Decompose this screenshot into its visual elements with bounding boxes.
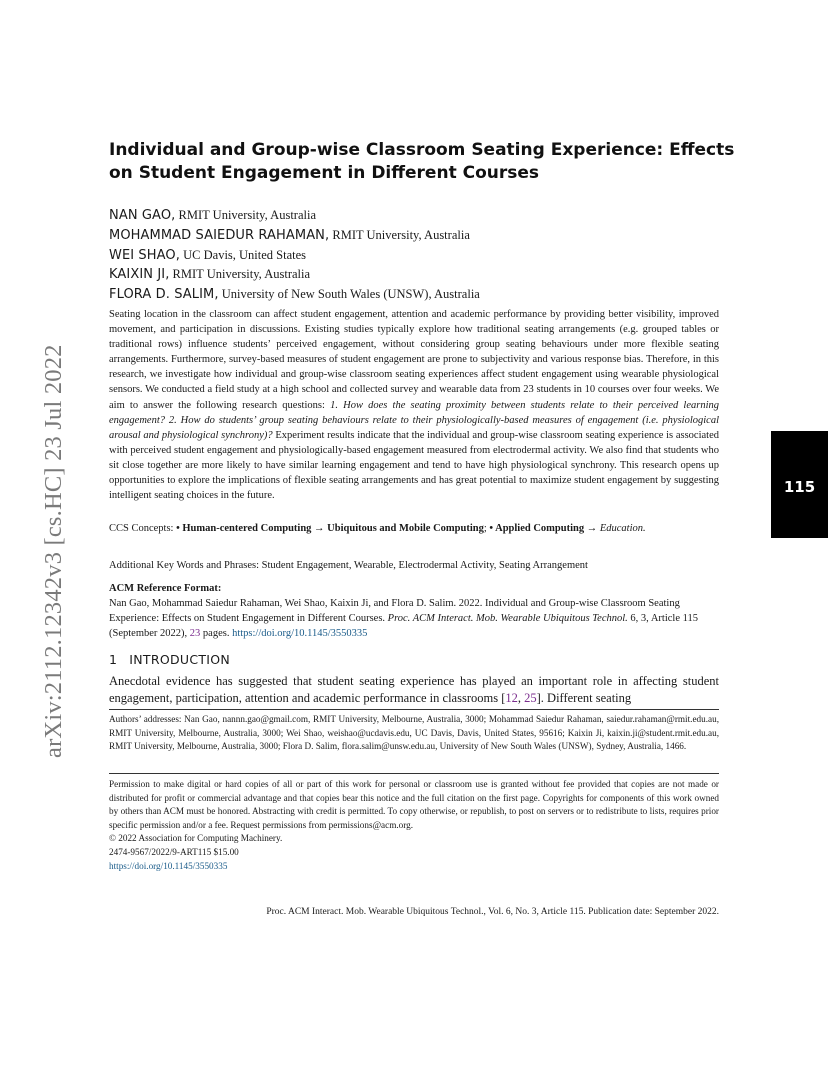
doi-link[interactable]: https://doi.org/10.1145/3550335 xyxy=(232,628,368,640)
ccs-separator: ; xyxy=(483,523,490,534)
permission-doi-link[interactable]: https://doi.org/10.1145/3550335 xyxy=(109,860,228,871)
page-footer: Proc. ACM Interact. Mob. Wearable Ubiquitous Technol., Vol. 6, No. 3, Article 115. Publication date: September 2022. xyxy=(266,907,719,917)
acm-reference-heading: ACM Reference Format: xyxy=(109,583,222,594)
journal-name: Proc. ACM Interact. Mob. Wearable Ubiquitous Technol. xyxy=(387,613,628,625)
author-name: FLORA D. SALIM, xyxy=(109,287,219,303)
author-affiliation: University of New South Wales (UNSW), Australia xyxy=(218,287,480,302)
article-number: 115 xyxy=(783,478,816,496)
citation-separator: , xyxy=(517,691,525,706)
abstract-text: Seating location in the classroom can affect student engagement, attention and academic performance by providing better visibility, improved movement, and participation in discussions. Existing studies typically explore how traditional seating arrangements (e.g. grouped tables or traditional rows) influence students’ perceived engagement, without considering group seating behaviours under more flexible seating arrangements. Furthermore, survey-based measures of student engagement are prone to subjectivity and various response bias. Therefore, in this research, we investigate how individual and group-wise classroom seating experiences affect student engagement using wearable physiological sensors. We conducted a field study at a high school and collected survey and wearable data from 23 students in 10 courses over four weeks. We aim to answer the following research questions: xyxy=(109,309,719,411)
research-questions: 1. How does the seating proximity between students relate to their perceived learning engagement? 2. How do students’ group seating behaviours relate to their physiologically-based measures of engagement (i.e. physiological arousal and physiological synchrony)? xyxy=(109,399,719,441)
section-heading xyxy=(109,652,230,667)
intro-text-continued: ]. Different seating xyxy=(536,691,632,706)
permission-text: Permission to make digital or hard copies of all or part of this work for personal or classroom use is granted without fee provided that copies are not made or distributed for profit or commercial advantage and that copies bear this notice and the full citation on the first page. Copyrights for components of this work owned by others than ACM must be honored. Abstracting with credit is permitted. To copy otherwise, or republish, to post on servers or to redistribute to lists, requires prior specific permission and/or a fee. Request permissions from permissions@acm.org. xyxy=(109,779,719,830)
author-entry xyxy=(109,246,480,266)
author-affiliation: UC Davis, United States xyxy=(180,247,307,262)
author-affiliation: RMIT University, Australia xyxy=(329,227,470,242)
reference-text: 6, 3, Article 115 (September 2022), xyxy=(109,613,698,640)
author-entry xyxy=(109,285,480,305)
author-name: WEI SHAO, xyxy=(109,247,180,263)
abstract xyxy=(109,307,719,503)
author-entry xyxy=(109,265,480,285)
author-name: NAN GAO, xyxy=(109,208,176,223)
reference-text: Nan Gao, Mohammad Saiedur Rahaman, Wei Shao, Kaixin Ji, and Flora D. Salim. 2022. Individual and Group-wise Classroom Seating Experience: Effects on Student Engagement in Different Courses. xyxy=(109,598,680,625)
author-addresses-footnote: Authors’ addresses: Nan Gao, nannn.gao@gmail.com, RMIT University, Melbourne, Australia, 3000; Mohammad Saiedur Rahaman, saiedur.rahaman@rmit.edu.au, RMIT University, Melbourne, Australia, 3000; Wei Shao, weishao@ucdavis.edu, UC Davis, Davis, United States, 95616; Kaixin Ji, kaixin.ji@student.rmit.edu.au, RMIT University, Melbourne, Australia, 3000; Flora D. Salim, flora.salim@unsw.edu.au, University of New South Wales (UNSW), Sydney, Australia, 1466. xyxy=(109,714,719,752)
keywords: Additional Key Words and Phrases: Student Engagement, Wearable, Electrodermal Activity, Seating Arrangement xyxy=(109,560,588,571)
article-number-tab xyxy=(771,431,828,538)
ccs-category: • Applied Computing xyxy=(489,523,585,534)
author-affiliation: RMIT University, Australia xyxy=(175,208,317,222)
reference-text: pages. xyxy=(200,628,233,640)
section-number: 1 xyxy=(109,652,118,667)
acm-reference-text xyxy=(109,596,719,641)
arxiv-side-stamp: arXiv:2112.12342v3 [cs.HC] 23 Jul 2022 xyxy=(40,344,67,758)
ccs-subcategory: Education. xyxy=(599,523,646,534)
author-entry xyxy=(109,206,480,226)
intro-paragraph xyxy=(109,673,719,707)
acm-reference-format xyxy=(109,581,719,641)
permission-divider xyxy=(109,773,719,774)
ccs-concepts xyxy=(109,521,719,536)
issn-line: 2474-9567/2022/9-ART115 $15.00 xyxy=(109,846,239,857)
ccs-category: • Human-centered Computing xyxy=(176,523,312,534)
citation-link[interactable]: 12 xyxy=(505,691,518,706)
author-entry xyxy=(109,226,480,246)
ccs-arrow: → xyxy=(311,523,328,534)
author-name: KAIXIN JI, xyxy=(109,267,170,283)
ccs-subcategory: Ubiquitous and Mobile Computing xyxy=(327,523,484,534)
page-count-link[interactable]: 23 xyxy=(189,628,201,640)
citation-link[interactable]: 25 xyxy=(524,691,537,706)
author-affiliation: RMIT University, Australia xyxy=(169,267,311,282)
ccs-arrow: → xyxy=(584,523,600,534)
author-list xyxy=(109,206,480,305)
footnote-divider xyxy=(109,709,719,710)
permission-block xyxy=(109,778,719,873)
intro-text: Anecdotal evidence has suggested that student seating experience has played an important role in affecting student engagement, participation, attention and academic performance in classrooms [ xyxy=(109,674,719,706)
ccs-label: CCS Concepts: xyxy=(109,523,177,534)
section-title: INTRODUCTION xyxy=(129,652,231,667)
copyright-line: © 2022 Association for Computing Machinery. xyxy=(109,833,283,844)
abstract-text-continued: Experiment results indicate that the individual and group-wise classroom seating experience is associated with perceived student engagement and physiologically-based engagement measured from electrodermal activity. We also find that students who sit close together are more likely to have similar learning engagement and tend to have high physiological synchrony. This research opens up opportunities to explore the implications of flexible seating arrangements and has great potential to maximize student engagement by suggesting intelligent seating choices in the future. xyxy=(109,429,719,502)
paper-title: Individual and Group-wise Classroom Seating Experience: Effects on Student Engagement in Different Courses xyxy=(109,140,735,183)
author-name: MOHAMMAD SAIEDUR RAHAMAN, xyxy=(109,227,330,243)
